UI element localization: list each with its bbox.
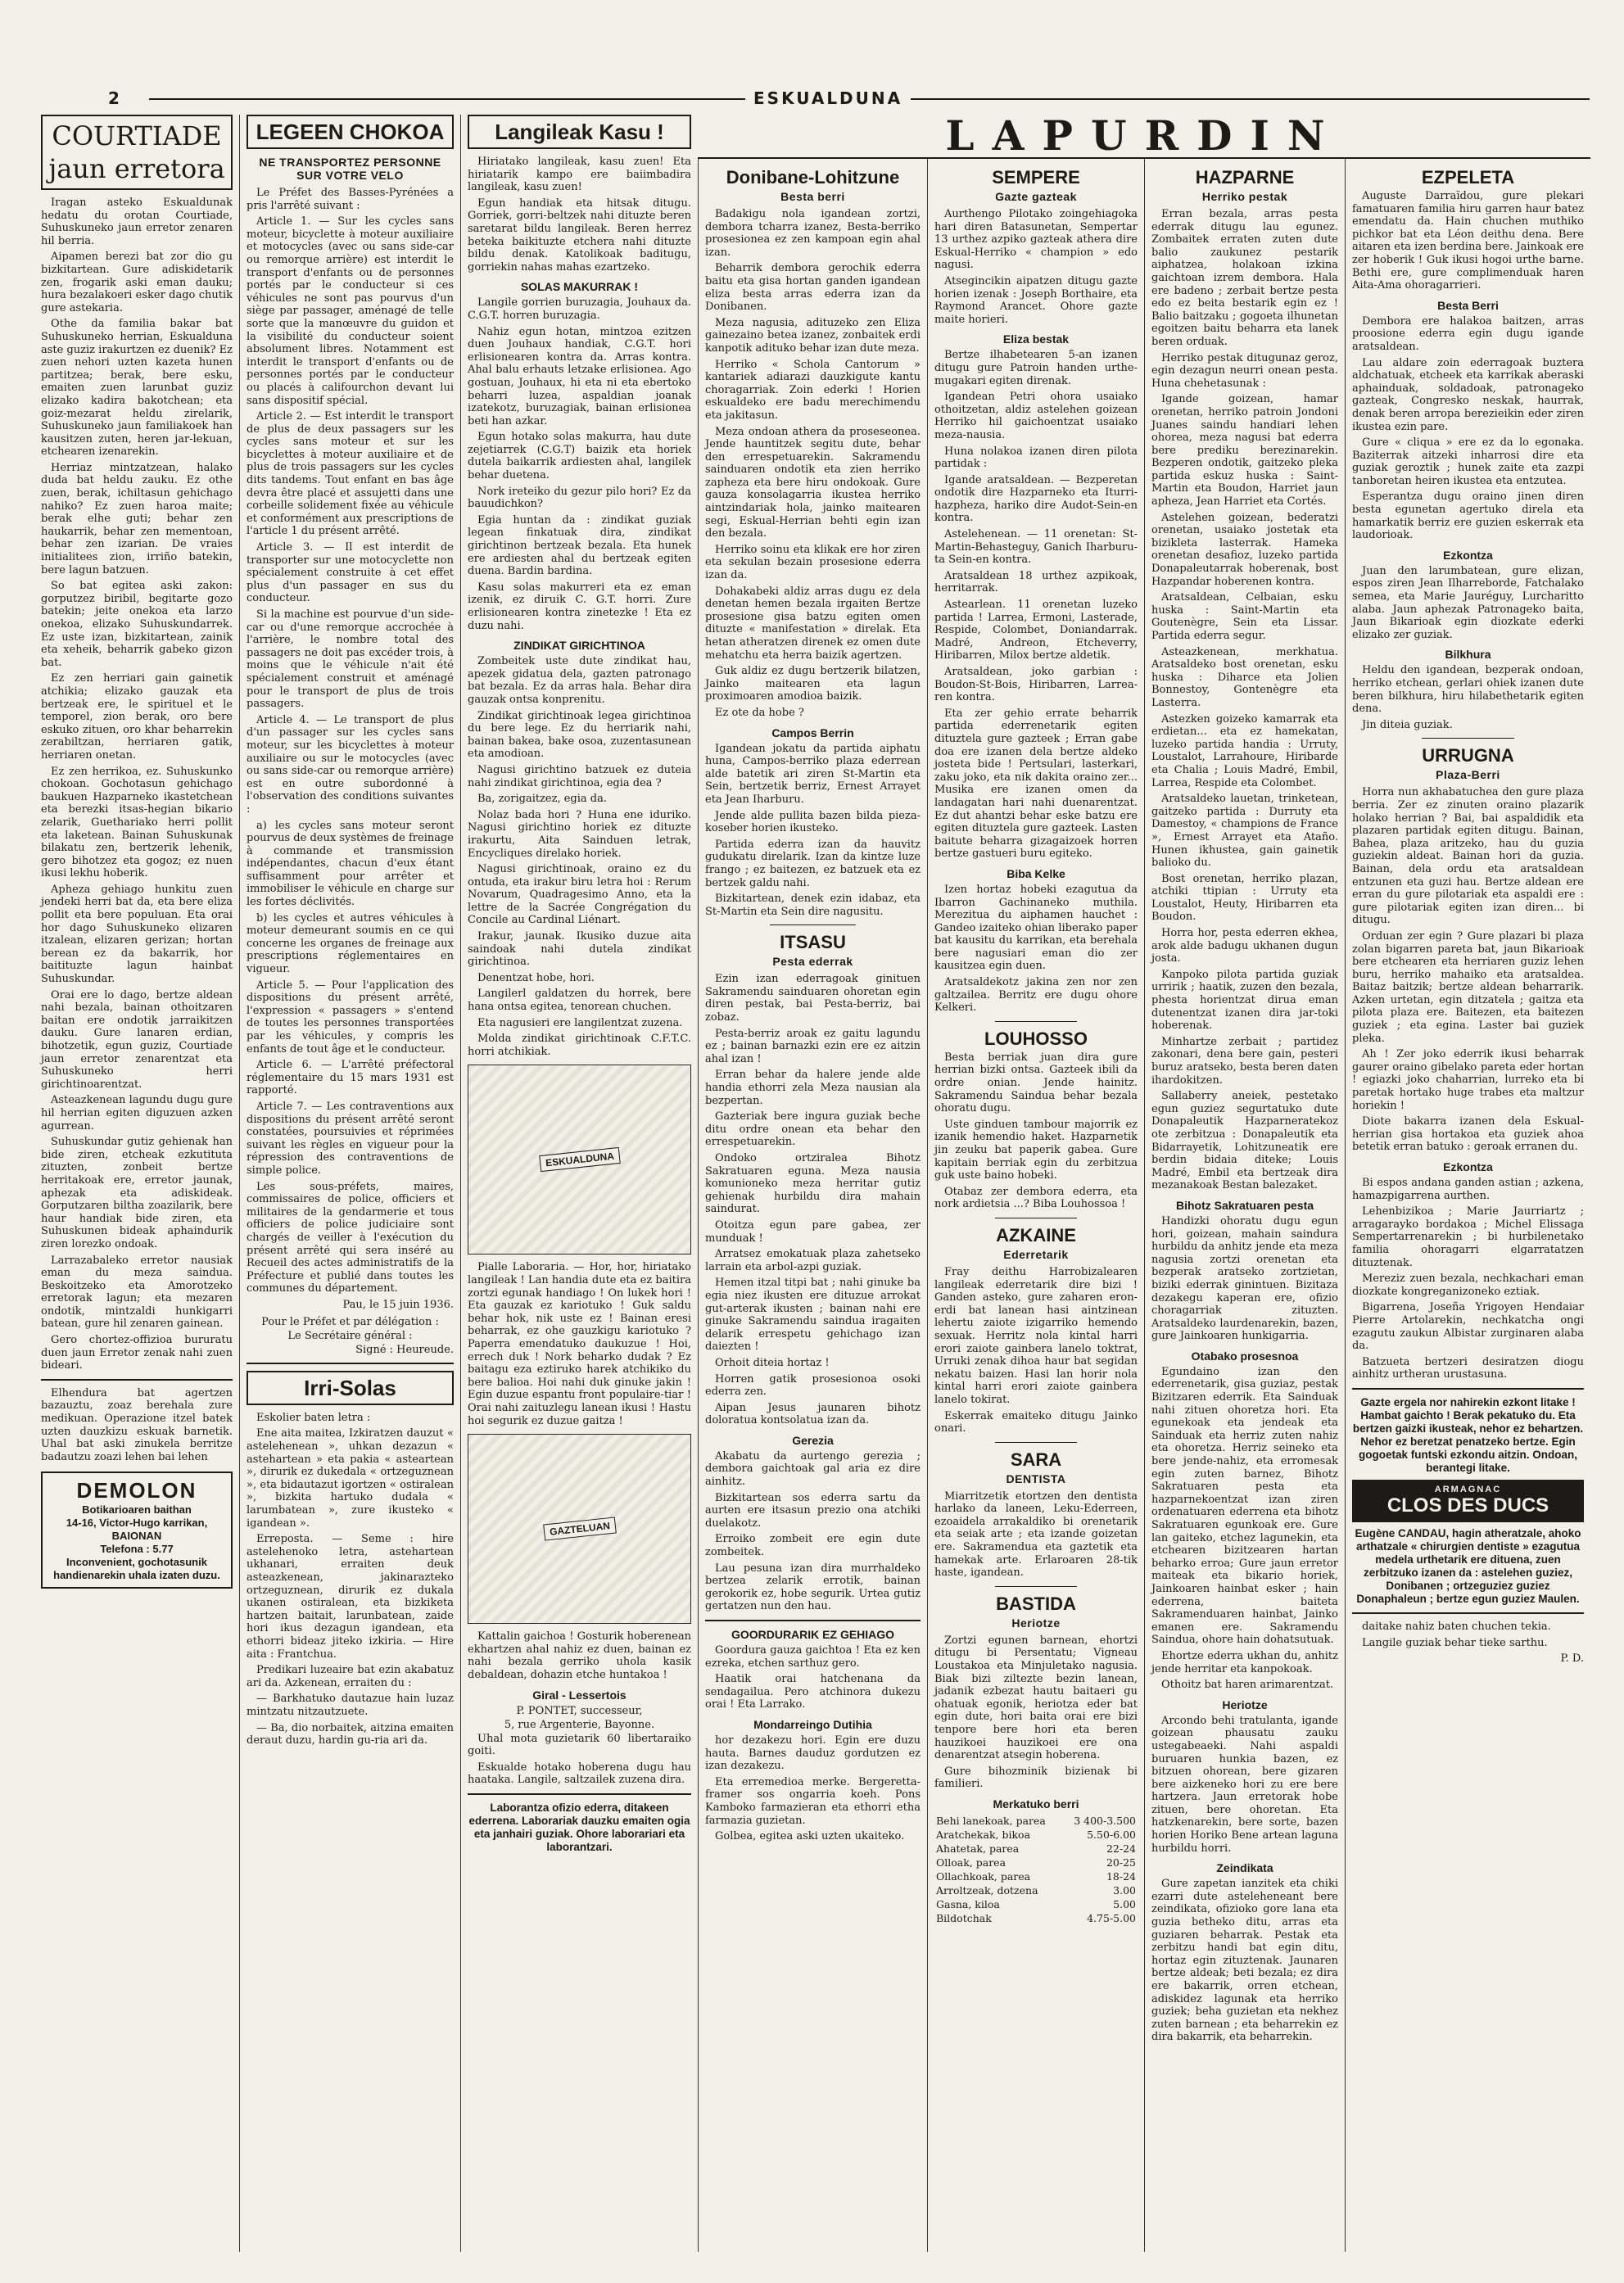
paragraph: Meza nagusia, adituzeko zen Eliza gainezaino betea izanez, zonbaitek erdi kanpotik adituko behar izan dute meza. xyxy=(705,316,921,355)
paragraph: Badakigu nola igandean zortzi, dembora tcharra izanez, Besta-berriko prosesionea ez zen kampoan egin ahal izan. xyxy=(705,208,921,259)
paragraph: Hiriatako langileak, kasu zuen! Eta hiriatarik kampo ere baiimbadira langileak, kasu zuen! xyxy=(468,156,691,194)
paragraph: Eta zer gehio errate beharrik partida ederrenetarik egiten dituztela gure gazteek ; Erran gabe doa ere izanen dela bertze aldeko josteta bide ! Pertsulari, lasterkari, zaku joko, eta nik dakita oraino zer... Musika ere izanen omen da landagatan hari nahi duenarentzat. Ez dut ahantzi behar eske batzu ere egiten dituztela gure gazteek. Lasten baitute beharra gizagaizoek horren bertze gastueri buru egiteko. xyxy=(934,707,1138,861)
paragraph: Bizkitartean, denek ezin idabaz, eta St-Martin eta Sein dire nagusitu. xyxy=(705,893,921,918)
paragraph: Astelehen goizean, bederatzi orenetan, usaiako jostetak eta bizikleta lasterrak. Hameka orenetan desafioz, luzeko partida Donapaleutarrak hoberenak, bost Hazpandar hoberenen kontra. xyxy=(1151,511,1338,588)
divider xyxy=(1422,738,1514,739)
paragraph: Dembora ere halakoa baitzen, arras proosione ederra egin dugu igande aratsaldean. xyxy=(1352,314,1584,353)
market-price: 22-24 xyxy=(1106,1842,1136,1855)
running-header xyxy=(34,88,1590,108)
paragraph: Si la machine est pourvue d'un side-car ou d'une remorque accrochée à l'arrière, le nombre total des passagers ne doit pas excéder trois, à moins que le véhicule n'ait été spécialement construit et aménagé pour le transport de plus de trois passagers. xyxy=(247,608,454,711)
paragraph: Orhoit diteia hortaz ! xyxy=(715,1356,830,1369)
divider xyxy=(995,1021,1076,1022)
demolon-line1: Botikarioaren baithan xyxy=(82,1503,192,1517)
paragraph: Igande goizean, hamar orenetan, herriko patroin Jondoni Juanes saindu handiari lehen ohorea, meza nagusi bat ederra bere prediku berezinarekin. Bezperen ondotik, gaitzeko pleka partida eskuz huska : Saint-Martin eta Boudon, Harriet jaun apheza, Jean Harriet eta Cortés. xyxy=(1151,393,1338,509)
giral-title: Giral - Lessertois xyxy=(532,1688,627,1702)
paragraph: Miarritzetik etortzen den dentista harlako da laneen, Leku-Ederreen, ezoaidela arrakaldiko bi orenetarik eta seiak arte ; eta izande goizetan ere. Sakramendua eta gaztetik eta hamekak arte. Erlaroaren 28-tik haste, igandean. xyxy=(934,1490,1138,1580)
paragraph: Langile guziak behar tieke sarthu. xyxy=(1362,1636,1548,1649)
paragraph: Eta erremedioa merke. Bergeretta-framer sos ongarria koeh. Pons Kamboko farmazieran eta ethorri etha farmazia guzietan. xyxy=(705,1775,921,1827)
eliza-bestak-body xyxy=(934,349,1138,861)
paragraph: Suhuskundar gutiz gehienak han bide ziren, etcheak ezkutituta zituzten, zonbeit bertze herritakoak ere, erretor jaunak, aphezak eta adiskideak. Gorputzaren biltha zoazilarik, bere haur handiak bide ziren, eta Suhuskunen bideak aphaindurik ziren lorezko ondoak. xyxy=(41,1136,233,1250)
herriko-pestak-subtitle: Herriko pestak xyxy=(1201,190,1288,203)
ezpeleta-body xyxy=(1352,190,1584,292)
market-price: 3 400-3.500 xyxy=(1074,1814,1136,1827)
section-masthead: LAPURDIN xyxy=(698,115,1590,159)
paragraph: Gure « cliqua » ere ez da lo egonaka. Baziterrak aitzeki inharrosi dire eta guziak geroztik ; hunek zaite eta zazpi tanboretan heiren ikustea eta entzutea. xyxy=(1352,436,1584,487)
itsasu-subtitle: Pesta ederrak xyxy=(772,955,853,969)
paragraph: Beharrik dembora gerochik ederra baitu eta gisa hortan ganden igandean eliza besta arras ederra izan da Donibanen. xyxy=(705,262,921,314)
urrugna-body xyxy=(1352,786,1584,1154)
paragraph: Akabatu da aurtengo gerezia ; dembora gaichtoak gal aria ez dire ainhitz. xyxy=(705,1449,921,1489)
pialle-body xyxy=(468,1261,691,1427)
ezkontza-body xyxy=(1352,565,1584,642)
paragraph: Herriko soinu eta klikak ere hor ziren eta sekulan bezain prosesione ederra izan da. xyxy=(705,543,921,582)
paragraph: Article 6. — L'arrêté préfectoral réglementaire du 15 mars 1931 est rapporté. xyxy=(247,1059,454,1097)
divider xyxy=(247,1363,454,1364)
paragraph: Juan den larumbatean, gure elizan, espos ziren Jean Ilharreborde, Fatchalako semea, eta Marie Jauréguy, Lurcharitto alaba. Jaun aphezak Patronageko baita, Jaun Bikarioak egin diozkate ederki elizako zer guziak. xyxy=(1352,564,1584,641)
paragraph: Herriko « Schola Cantorum » kantariek adiarazi dauzkigute kantu choragarriak. Zoin ederki ! Horien eskualdeko ere badu merechimendu eta jakitasun. xyxy=(705,358,921,422)
paragraph: Article 1. — Sur les cycles sans moteur, bicyclette à moteur auxiliaire et motocycles (avec ou sans side-car ou remorque arrière) est interdit le transport d'enfants ou de personnes portés par le conducteur si ces véhicules ne sont pas pourvus d'un siège par passager, aménagé de telle sorte que la manœuvre du guidon et la visibilité du conducteur soient absolument libres. Notamment est interdit le transport d'enfants ou de personnes portés par le conducteur ou placés à califourchon devant lui sans dispositif spécial. xyxy=(247,215,454,407)
paragraph: Othoitz bat haren arimarentzat. xyxy=(1161,1679,1334,1692)
paragraph: Apheza gehiago hunkitu zuen jendeki herri bat da, eta bere eliza pollit eta bere populuan. Eta orai hor dago Suhuskuneko elizaren itzalean, elizaren gerizan; hortan berean ez da bakarrik, hor baitituzte lagun hainbat Suhuskundar. xyxy=(41,883,233,986)
goordura-title: GOORDURARIK EZ GEHIAGO xyxy=(731,1628,895,1641)
plaza-berri-subtitle: Plaza-Berri xyxy=(1436,768,1500,782)
bastida-body xyxy=(934,1634,1138,1791)
paragraph: Pialle Laboraria. — Hor, hor, hiriatako langileak ! Lan handia dute eta ez baitira zortzi egunak handiago ! On lukek hori ! Eta gauzak ez kariotuko ! Guk saldu behar hok, nik uste ez ! Bainan eresi beharrak, ez ohe gauzkigu kariotuko ? Paperra emendatuko daukuzue ! Hoi, errech duk ! Nork beharko dudak ? Ez baitagu eza eztiruko harek atchikiko du bere balioa. Hoi nahi duk ginuke jakin ! Egin duzue espantu front populaire-tiar ! Orai nahi zaituzlegu lanean ikusi ! Hastu hoi segurik ez duzue gaitza ! xyxy=(468,1261,691,1427)
market-row xyxy=(934,1911,1138,1925)
paragraph: Gazteriak bere ingura guziak beche ditu ordre onean eta behar den errespetuarekin. xyxy=(705,1110,921,1149)
donibane-body xyxy=(705,208,921,720)
paragraph: Denentzat hobe, hori. xyxy=(477,971,595,984)
paragraph: Langilerl galdatzen du horrek, bere hana ontsa egitea, tenorean chuchen. xyxy=(468,988,691,1014)
azkaine-subtitle: Ederretarik xyxy=(1003,1247,1069,1261)
sara-title: SARA xyxy=(1010,1449,1062,1470)
paragraph: Aratsaldekotz jakina zen nor zen galtzailea. Berritz ere dugu ohore Kelkeri. xyxy=(934,976,1138,1015)
paragraph: Otabaz zer dembora ederra, eta nork ardietsia ...? Biba Louhossoa ! xyxy=(934,1185,1138,1211)
paragraph: Igandean Petri ohora usaiako othoitzetan, aldiz astelehen goizean Herriko hil gaichoentzat usaiako meza-nausia. xyxy=(934,391,1138,441)
paragraph: — Barkhatuko dautazue hain luzaz mintzatu nitzautzuete. xyxy=(247,1693,454,1718)
paragraph: Bigarrena, Joseña Yrigoyen Hendaiar Pierre Artolarekin, nechkatcha ongi ezagutu zaukun Albistar zurginaren alaba da. xyxy=(1352,1301,1584,1353)
kattalin-text: Kattalin gaichoa ! Gosturik hoberenean ekhartzen ahal nahiz ez duen, bainan ez nahi bezala gerriko uhola kasik debaldean, dohazin etche huntakoa ! xyxy=(468,1630,691,1681)
market-row xyxy=(934,1842,1138,1856)
divider xyxy=(1352,1612,1584,1614)
paragraph: Bi espos andana ganden astian ; azkena, hamazpigarrena aurthen. xyxy=(1352,1177,1584,1202)
paragraph: Nagusi girichtino batzuek ez duteia nahi zindikat girichtinoa, egia dea ? xyxy=(468,763,691,789)
paragraph: Huna nolakoa izanen diren pilota partidak : xyxy=(934,445,1138,471)
campos-body xyxy=(705,743,921,919)
bihotz-sakratua-subtitle: Bihotz Sakratuaren pesta xyxy=(1175,1198,1314,1212)
ezpeleta-title: EZPELETA xyxy=(1421,167,1515,188)
paragraph: Nolaz bada hori ? Huna ene iduriko. Nagusi girichtino horiek ez dituzte irakurtu, Aita Sainduen letrak, Encycliques direlako horiek. xyxy=(468,808,691,860)
courtiade-title: COURTIADE xyxy=(52,120,222,151)
zeindikata-subtitle: Zeindikata xyxy=(1216,1861,1273,1875)
paragraph: Horra hor, pesta ederren ekhea, arok alde badugu ukhanen dugun josta. xyxy=(1151,927,1338,965)
market-row xyxy=(934,1828,1138,1842)
paragraph: Guk aldiz ez dugu bertzerik bilatzen, Jainko maitearen eta lagun proximoaren amodioa baizik. xyxy=(705,665,921,703)
irri-solas-body xyxy=(247,1412,454,1747)
zindikat-heading: ZINDIKAT GIRICHTINOA xyxy=(513,639,645,653)
paragraph: Aipan Jesus jaunaren bihotz doloratua kontsolatua izan da. xyxy=(705,1401,921,1427)
demolon-line2: 14-16, Victor-Hugo karrikan, BAIONAN xyxy=(66,1517,208,1543)
paragraph: Atsegincikin aipatzen ditugu gazte horien izenak : Joseph Borthaire, eta Raymond Arancet. Ohore gazte maite horieri. xyxy=(934,274,1138,326)
paragraph: Larrazabaleko erretor nausiak eman du meza saindua. Beskoitzeko eta Amorotzeko erretorak lagun; eta mezaren ondotik, mintzaldi hunkigarri batean, gure hil zenaren gainean. xyxy=(41,1254,233,1331)
sara-body xyxy=(934,1490,1138,1580)
newspaper-name: ESKUALDUNA xyxy=(745,88,911,108)
divider xyxy=(41,1379,233,1381)
paragraph: Ehortze ederra ukhan du, anhitz jende herritar eta kanpokoak. xyxy=(1151,1649,1338,1675)
column-courtiade xyxy=(34,115,239,2252)
paragraph: Othe da familia bakar bat Suhuskuneko herrian, Eskualduna aste guziz irakurtzen ez duenik? Ez zuen nehori uzten kazeta hunen partitzea; berak, bere esku, emaiten zuen larunbat guziz elizako kadira bakotchean; eta goiz-mezarat heldu zirelarik, Suhuskuneko jaun familiakoek han kausitzen zuten, heren jar-lekuan, etchearen izenarekin. xyxy=(41,318,233,459)
biba-kelke-subtitle: Biba Kelke xyxy=(1007,866,1065,880)
demolon-name: DEMOLON xyxy=(76,1478,197,1503)
paragraph: daitake nahiz baten chuchen tekia. xyxy=(1362,1620,1551,1633)
paragraph: Otoitza egun pare gabea, zer munduak ! xyxy=(705,1218,921,1245)
paragraph: a) les cycles sans moteur seront pourvus de deux systèmes de freinage à commande et transmission indépendantes, chacun d'eux étant suffisamment pour arrêter et immobiliser le véhicule en charge sur les fortes déclivités. xyxy=(247,819,454,909)
paragraph: Nork ireteiko du gezur pilo hori? Ez da bauudichkon? xyxy=(468,485,691,511)
paragraph: Ondoko ortziralea Bihotz Sakratuaren eguna. Meza nausia komunioneko meza herritar gutiz gehienak hurbildu dira mahain saindurat. xyxy=(705,1152,921,1216)
gerezia-body xyxy=(705,1450,921,1613)
column-langileak xyxy=(460,115,698,2252)
paragraph: Izen hortaz hobeki ezagutua da Ibarron Gachinaneko muthila. Merezitua du aiphamen hauchet : Gandeo izaiteko ohian liberako paper bat kausitu du karrikan, eta berehala bere nagusiari eman dio zer kausitzea egin duen. xyxy=(934,883,1138,973)
paragraph: Arratsez emokatuak plaza zahetseko larrain eta arbol-azpi guziak. xyxy=(705,1248,921,1273)
otabako-subtitle: Otabako prosesnoa xyxy=(1191,1349,1299,1363)
paragraph: Egundaino izan den ederrenetarik, gisa guziaz, pestak Bizitzaren ederrik. Eta Sainduak nahi zituen ohoretza hori. Eta egunekoak eta jendeak eta Sainduak eta herriz zuten nahiz eta ohoretza. Herriz seineko eta bere jende-nahiz, eta erromesak egin zuten barnez, Bihotz Sakratuaren pesta eta hazparnekoentzat izan ziren ordenatuaren ederrena eta bihotz Sakratuaren egunkoak ere. Gure lan gaiteko, etchez lagunekin, eta etchearen bizitzearen hartan beharko erroa; Gure jaun erretor maiteak eta bikario horiek, Jainkoaren hainbat esker ; hain ederrena, baiteta Sakramenduaren hainbat, Jainko emanen ere. Sakramendu Saindua, ohore hain dohatsutuak. xyxy=(1151,1365,1338,1647)
column-sempere xyxy=(927,115,1144,2252)
bilkhura-subtitle: Bilkhura xyxy=(1445,648,1491,662)
paragraph: Predikari luzeaire bat ezin akabatuz ari da. Azkenean, erraiten du : xyxy=(247,1664,454,1689)
paragraph: Ezin izan ederragoak ginituen Sakramendu sainduaren ohoretan egin diren pestak, bai Pesta-berriz, bai zobaz. xyxy=(705,973,921,1024)
paragraph: Gure bihozminik bizienak bi familieri. xyxy=(934,1765,1138,1791)
itsasu-title: ITSASU xyxy=(780,932,846,953)
solas-body xyxy=(468,296,691,632)
market-item: Arroltzeak, dotzena xyxy=(936,1883,1038,1896)
paragraph: Arcondo behi tratulanta, igande goizean phausatu zauku ustegabeaeki. Nahi aspaldi buruaren hunkia bazen, ez bitzuen ohorean, bere gizaren bere aizkeneko hori zu ere bere hartzera. Jaun erretorak hobe zituen, bere ohoretan. Eta hatzkenarekin, bere sorte, bazen horien Horiko Bene artean laguna hurbildu horri. xyxy=(1151,1714,1338,1855)
paragraph: Ez zen herrikoa, ez. Suhuskunko chokoan. Gochotasun gehichago baukuen Hazparneko ikastetchean eta berezki itsas-hegian bikario zelarik, Guethariako herri pollit eta laketean. Bainan Suhuskunak bilakatu zen, bertzerik lehenik, gero bihotzez eta gogoz; ez nuen ikusi lekhu hoberik. xyxy=(41,765,233,880)
paragraph: Igande aratsaldean. — Bezperetan ondotik dire Hazparneko eta Iturri-hazpheza, hariko dire Audot-Sein-en kontra. xyxy=(934,473,1138,525)
paragraph: Gure zapetan ianzitek eta chiki ezarri dute asteleheneant bere zeindikata, ofizioko gore lana eta guzia betheko ditu, arras eta guziaren beharrak. Pestak eta zerbitzu handi bat egin ditu, hortaz egin zituztenak. Jaunaren bertze aldeak; beti bezala; ez dira ere bakarrik, orren etchean, adiskidez lagunak eta herriko guziek; beha guzietan eta nekhez zuten barnean ; eta beharrekin ez dira bakarrik, eta beharrekin. xyxy=(1151,1878,1338,2044)
heriotze-body xyxy=(1151,1715,1338,1856)
paragraph: Batzueta bertzeri desiratzen diogu ainhitz urtheran urustasuna. xyxy=(1352,1355,1584,1381)
itsasu-body xyxy=(705,973,921,1427)
paragraph: Erreposta. — Seme : hire astelehenoko letra, astehartean ukhanari, erraiten deuk asteazkenean, jakinarazteko ortzeguznean, dirurik ez dukala ukanen ostiralean, eta bizkiketa hartzen baitait, larunbatean, zaide hori ikus dezagun igandean, eta ethorri bideaz jiteko izkiria. — Hire aita : Frantchua. xyxy=(247,1533,454,1661)
paragraph: Dohakabeki aldiz arras dugu ez dela denetan hemen bezala irgaiten Bertze prosesione gisa batzu egiten omen dituzte « manifestation » direlak. Eta hetan atheratzen direnek ez omen dute mehatchu eta herra baizik agertzen. xyxy=(705,585,921,662)
paragraph: Aipamen berezi bat zor dio gu bizkitartean. Gure adiskidetarik zen, frogarik aski eman dauku; hura bezalakoeri esker dago chutik gure astekaria. xyxy=(41,251,233,314)
paragraph: Igandean jokatu da partida aiphatu huna, Campos-berriko plaza ederrean alde batetik ari ziren St-Martin eta Sein, bertzetik berriz, Ernest Arrayet eta Jean Iharburu. xyxy=(705,742,921,806)
market-item: Bildotchak xyxy=(936,1911,992,1924)
paragraph: — Ba, dio norbaitek, aitzina emaiten deraut duzu, hardin gu-ria ari da. xyxy=(247,1721,454,1747)
paragraph: Golbea, egitea aski uzten ukaiteko. xyxy=(715,1830,905,1843)
market-price: 5.50-6.00 xyxy=(1087,1828,1136,1841)
paragraph: Iragan asteko Eskualdunak hedatu du orotan Courtiade, Suhuskuneko jaun erretor zenaren hil berria. xyxy=(41,197,233,247)
castle-illustration xyxy=(468,1434,691,1624)
paragraph: hor dezakezu hori. Egin ere duzu hauta. Barnes dauduz gordutzen ez izan dezakezu. xyxy=(705,1734,921,1773)
columns xyxy=(34,111,1590,2252)
paragraph: Ba, zorigaitzez, egia da. xyxy=(477,793,607,806)
laborantza-note: Laborantza ofizio ederra, ditakeen ederrena. Laborariak dauzku emaiten ogia eta janhairi guziak. Ohore laborariari eta laborantzari. xyxy=(468,1801,690,1853)
paragraph: Pesta-berriz aroak ez gaitu lagundu ez ; bainan barnazki ezin ere ez aitzin ahal izan ! xyxy=(705,1027,921,1065)
paragraph: Sallaberry aneiek, pestetako egun guziez segurtatuko dute Donapaleutik Hazparneratekoz ote zerbitzua : Donapaleutik eta Bidarrayetik, Lohitzuneatik ere berdin bidaia diteke; Louis Madré, Embil eta bertzeak dira mezanakoak Bestan balezaket. xyxy=(1151,1090,1338,1192)
gazte-subtitle: Gazte gazteak xyxy=(995,190,1077,203)
paragraph: Ez zen herriari gain gainetik atchikia; elizako gauzak eta bertzeak ere, le spirituel et le temporel, zion berak, oro bere eskuko zituen, oro khar beharrekin zerabiltzan, herriaren gatik, herriaren onetan. xyxy=(41,672,233,762)
market-row xyxy=(934,1883,1138,1897)
paragraph: Aurthengo Pilotako zoingehiagoka hari diren Batasunetan, Sempertar 13 urthez azpiko gazteak athera dire Eskual-Herriko « champion » edo nagusi. xyxy=(934,208,1138,272)
paragraph: Herriaz mintzatzean, halako duda bat heldu zauku. Ez othe zuen, berak, ichiltasun gehichago nahiko? Ez zuen haroa maite; berak elhe guti; behar zen haukarrik, behar zen mementoan, behar zen izarian. De vraies initialitees zion, irriño batekin, bere lagun batzuen. xyxy=(41,461,233,576)
clos-des-ducs-name: CLOS DES DUCS xyxy=(1387,1494,1549,1517)
zeindikata-body xyxy=(1151,1878,1338,2044)
paragraph: Minhartze zerbait ; partidez zakonari, dena bere gain, pesteri buruz aratseko, besta beren daten ihardokitzen. xyxy=(1151,1035,1338,1087)
divider xyxy=(1352,1388,1584,1390)
paragraph: Erran bezala, arras pesta ederrak ditugu lau egunez. Zombaitek erraten zuten dute balio zaukunez pestarik aiphatzea, holakoan izkina gaichtoan izrem dembora. Hala ere badeno ; zerbait bertze pesta edo ez beita bestarik egin ez ! Balio baitzaku ; gogoeta ilhunetan egoitzen baitu beharra eta lanek beren orduak. xyxy=(1151,208,1338,348)
paragraph: Jin diteia guziak. xyxy=(1362,718,1453,731)
armagnac-label: ARMAGNAC xyxy=(1434,1484,1502,1494)
solas-makurrak-heading: SOLAS MAKURRAK ! xyxy=(520,280,639,294)
paragraph: Ene aita maitea, Izkiratzen dauzut « astelehenean », uhkan dezazun « astehartean » eta pakia « asteartean », dirurik ez dukedala « ortzeguznean », eta bidautazut igortzen « ostiralean », bizkita hartuko dudala « larumbatean », zure ikusteko « igandean ». xyxy=(247,1427,454,1530)
paragraph: Horren gatik prosesionoa osoki ederra zen. xyxy=(705,1372,921,1399)
demolon-line3: Telefona : 5.77 xyxy=(100,1543,174,1556)
paragraph: Ez ote da hobe ? xyxy=(715,706,804,719)
louhosso-title: LOUHOSSO xyxy=(984,1028,1088,1049)
courtiade-subtitle: jaun erretora xyxy=(48,153,225,184)
paragraph: Lehenbizikoa ; Marie Jaurriartz ; arragarayko bordakoa ; Michel Elissaga Sempertarrenarekin ; bi hurbilenetako familia ohoragarri elgarratatzen dituztenak. xyxy=(1352,1205,1584,1269)
paragraph: Herriko pestak ditugunaz geroz, egin dezagun neurri onean pesta. Huna chehetasunak : xyxy=(1151,351,1338,390)
market-price: 18-24 xyxy=(1106,1869,1136,1883)
market-price: 20-25 xyxy=(1106,1856,1136,1869)
paragraph: Article 5. — Pour l'application des dispositions du présent arrêté, l'expression « passagers » s'entend de toutes les personnes transportées par les véhicules, y compris les enfants de tout âge et le conducteur. xyxy=(247,979,454,1056)
paragraph: Orduan zer egin ? Gure plazari bi plaza zolan bigarren pareta bat, jaun Bikarioak bere etchearen eta herriaren guziz lehen buru, herriko mahaiko eta aratsaldea. Baitaz baitzik; bertze aldean beharrarik. Azken urtetan, egin ditzatela ; gaitza eta pilota plaza ere. Baitezen, eta baitezen guziek ; eta egina. Laster bai guziek pleka. xyxy=(1352,929,1584,1045)
paragraph: Fray deithu Harrobizalearen langileak ederretarik dire bizi ! Ganden asteko, gure zaharen eron-erdi bat lanean hasi aintzinean lehertu zaiote izigarriko hemendo sexuak. Herritz nola kintal harri erori zaiote gainbera lanelo toktrat, Urruki zenak dihoa haur bat segidan nekatu baizen. Hasi lan horir nola kintal harri erori zaiote gainbera lanelo tokirat. xyxy=(934,1265,1138,1406)
besta-berri-subtitle: Besta berri xyxy=(780,190,845,203)
gazte-ergela-note: Gazte ergela nor nahirekin ezkont litake ! Hambat gaichto ! Berak pekatuko du. Eta bertzen gaizki ikusteak, nehor ez behartzen. Nehor ez beretzat penatzeko bertze. Egin gogoetak funtski ezkondu aitzin. Ondoan, berantegi litake. xyxy=(1352,1395,1584,1474)
market-item: Aratchekak, bikoa xyxy=(936,1828,1031,1841)
ezkontza2-subtitle: Ezkontza xyxy=(1443,1160,1493,1173)
paragraph: Aratsaldean 18 urthez azpikoak, herritarrak. xyxy=(934,569,1138,595)
paragraph: Aratsaldean, joko garbian : Boudon-St-Bois, Hiribarren, Larrea-ren kontra. xyxy=(934,666,1138,704)
market-item: Olloak, parea xyxy=(936,1856,1007,1869)
paragraph: Kanpoko pilota partida guziak urririk ; haatik, zuzen den bezala, phesta horientzat dirua eman dutenentzat izanen dira jar-toki hoberenak. xyxy=(1151,968,1338,1033)
paragraph: Egia huntan da : zindikat guziak legean finkatuak dira, zindikat girichtinon bertzeak bezala. Eta hunek ere ardiesten ahal du bertzeak egiten duena. Bardin bardina. xyxy=(468,513,691,578)
paragraph: Meza ondoan athera da proseseonea. Jende hauntitzek segitu dute, behar den errespetuarekin. Sakramendu sainduaren ondotik eta zien herriko zapheza eta bere hiru ondokoak. Gure gauza konsolagarria ikustea herriko aintzindariak hola, jainko maitearen segi, Eskual-Herrian behti egin izan den bezala. xyxy=(705,425,921,540)
donibane-title: Donibane-Lohitzune xyxy=(726,167,900,188)
paragraph: Astezken goizeko kamarrak eta erdietan... eta ez hamekatan, luzeko partida handia : Urruty, Loustalot, Larrahoure, Hiribarde eta Chalia ; Louis Madré, Embil, Larrea, Respide eta Colombet. xyxy=(1151,712,1338,789)
mondarrein-subtitle: Mondarreingo Dutihia xyxy=(753,1717,872,1731)
paragraph: Egun hotako solas makurra, hau dute zejetiarrek (C.G.T) baizik eta horiek dutela baikarrik ardiesten ahal, langilek behar duetena. xyxy=(468,431,691,482)
market-item: Ollachkoak, parea xyxy=(936,1869,1031,1883)
biba-kelke-body xyxy=(934,884,1138,1015)
paragraph: Ah ! Zer joko ederrik ikusi beharrak gaurer oraino gibelako pareta eder hortan ! egiazki joko chaharrian, lurreko eta bi paretak hortako huge trabes eta maltzur horiekin ! xyxy=(1352,1048,1584,1112)
paragraph: Kasu solas makurreri eta ez eman izenik, ez diruik C. G.T. horri. Zure erlisionearen kontra zinetezke ! Eta ez duzu nahi. xyxy=(468,581,691,632)
bihotz-body xyxy=(1151,1215,1338,1343)
langileak-title: Langileak Kasu ! xyxy=(468,115,691,149)
paragraph: Zortzi egunen barnean, ehortzi ditugu bi Persentatu; Vigneau Loustakoa eta Minjuletako nagusia. Biak bizi ziltezte bezin lanean, jadanik ezbezat hautu baitaeri gu ohatuak egonik, heriotza eder bat egin dute, hori baita orai ere bizi tenpore bere hori eta beren hauzikoei hauzikoei ere ona denarentzat atsegin hoberena. xyxy=(934,1634,1138,1762)
paragraph: Langile gorrien buruzagia, Jouhaux da. C.G.T. horren buruzagia. xyxy=(468,296,691,322)
eliza-bestak-subtitle: Eliza bestak xyxy=(1002,332,1070,346)
langileak-body xyxy=(468,156,691,274)
paragraph: Egun handiak eta hitsak ditugu. Gorriek, gorri-beltzek nahi dituzte beren saretarat bildu langileak. Beren herrez beteka baikituzte etchera nahi dituzte bildu denak. Katolikoak baditugu, gorriekin nahas mahas ezartzeko. xyxy=(468,197,691,274)
paragraph: Aratsaldean, Celbaian, esku huska : Saint-Martin eta Goutenègre, Sein eta Lissar. Partida ederra segur. xyxy=(1151,591,1338,642)
legeen-body xyxy=(247,187,454,1295)
footer-signature: P. D. xyxy=(1560,1652,1584,1666)
paragraph: Eta nagusieri ere langilentzat zuzena. xyxy=(477,1016,683,1029)
paragraph: Gero chortez-offizioa bururatu duen jaun Erretor zenak nahi zuen bideari. xyxy=(41,1334,233,1372)
bastida-title: BASTIDA xyxy=(996,1593,1076,1614)
column-hazparne xyxy=(1144,115,1345,2252)
bastida-subtitle: Heriotze xyxy=(1011,1616,1061,1630)
paragraph: Goordura gauza gaichtoa ! Eta ez ken ezreka, etchen sarthuz gero. xyxy=(705,1644,921,1670)
paragraph: Erran behar da halere jende alde handia ethorri zela Meza nausian ala bezpertan. xyxy=(705,1069,921,1107)
paragraph: Article 4. — Le transport de plus d'un passager sur les cycles sans moteur, sur les bicyclettes à moteur auxiliaire ou sur le motocycles (avec ou sans side-car ou remorque arrière) est en outre subordonné à l'observation des conditions suivantes : xyxy=(247,713,454,816)
sempere-title: SEMPERE xyxy=(992,167,1080,188)
footer-lines xyxy=(1352,1621,1584,1649)
divider xyxy=(995,1586,1076,1587)
paragraph: Asteazkenean, merkhatua. Aratsaldeko bost orenetan, esku huska : Diharce eta Jolien Bonnestoy, Gontenègre eta Lasterra. xyxy=(1151,645,1338,709)
paragraph: Article 2. — Est interdit le transport de plus de deux passagers sur les cycles sans moteur et sur les bicyclettes à moteur auxiliaire et de plus de trois passagers sur les cycles dits tandems. Tout enfant en bas âge devra être placé et assujetti dans une corbeille solidement fixée au véhicule et conformément aux prescriptions de l'article 1 du présent arrêté. xyxy=(247,410,454,538)
newspaper-reader-illustration xyxy=(468,1065,691,1255)
paragraph: Eskerrak emaiteko ditugu Jainko onari. xyxy=(934,1409,1138,1435)
paragraph: Haatik orai hatchenana da sendagailua. Pero atchinora dukezu orai ! Eta Larrako. xyxy=(705,1673,921,1711)
ezkontza2-body xyxy=(1352,1177,1584,1381)
demolon-ad xyxy=(41,1472,233,1589)
market-row xyxy=(934,1869,1138,1883)
courtiade-body xyxy=(41,197,233,1372)
market-row xyxy=(934,1856,1138,1869)
market-row xyxy=(934,1897,1138,1911)
paragraph: Nahiz egun hotan, mintzoa ezitzen duen Jouhaux handiak, C.G.T. hori erlisionearen kontra da. Arras kontra. Ahal balu erhauts letzake erlisionea. Ago gostuan, Jouhaux, hi eta ni eta ebertoko beharri luzea, aspaldian joanak izatekotz, buruzagiak, bainan erlisionea beti han azkar. xyxy=(468,325,691,427)
paragraph: Aratsaldeko lauetan, trinketean, gaitzeko partida : Durruty eta Damestoy, « champions de France », Ernest Arrayet eta Ataño. Hunen ikhustea, gain gainetik balioko du. xyxy=(1151,793,1338,870)
paragraph: Le Préfet des Basses-Pyrénées a pris l'arrêté suivant : xyxy=(247,187,454,212)
paragraph: So bat egitea aski zakon: gorputzez biribil, begitarte gozo batekin; jeite onekoa eta larzo onekoa, elizako Suhuskundarrek. Ez uste izan, bizkitartean, zainik eta xeheik, beharrik gabeko gizon bat. xyxy=(41,580,233,669)
illustration-caption: ESKUALDUNA xyxy=(539,1147,621,1172)
paragraph: Orai ere lo dago, bertze aldean nahi bezala, bainan othoitzaren baitan ere ondotik jarraikitzen dauku. Gure lanaren erdian, bihotzetik, egun guziz, Courtiade jaun erretor zenarentzat eta Suhuskuneko herri girichtinoarentzat. xyxy=(41,988,233,1091)
market-price: 5.00 xyxy=(1113,1897,1136,1910)
paragraph: b) les cycles et autres véhicules à moteur demeurant soumis en ce qui concerne les organes de freinage aux prescriptions réglementaires en vigueur. xyxy=(247,911,454,976)
zindikat-body xyxy=(468,655,691,1058)
louhosso-body xyxy=(934,1051,1138,1211)
legeen-date: Pau, le 15 juin 1936. xyxy=(342,1298,454,1311)
paragraph: Diote bakarra izanen dela Eskual-herrian gisa hortakoa eta guziek ahoa betetik erran batuko : geroak erranen du. xyxy=(1352,1115,1584,1154)
campos-subtitle: Campos Berrin xyxy=(771,726,854,739)
sara-subtitle: DENTISTA xyxy=(1006,1472,1066,1485)
paragraph: Hemen itzal titpi bat ; nahi ginuke ba egia niez ikusten ere dituzue arrokat gut-arterak ikusten ; bainan nahi ere ginuke Sakramendu saindua iragaiten delarik errespetu gehichago izan daiezten ! xyxy=(705,1277,921,1354)
paragraph: Esperantza dugu oraino jinen diren besta egunetan agertuko direla eta hamarkatik berriz ere guzien eskerrak eta laudorioak. xyxy=(1352,491,1584,542)
legeen-signline: Pour le Préfet et par délégation : xyxy=(261,1315,439,1328)
paragraph: Molda zindikat girichtinoak C.F.T.C. horri atchikiak. xyxy=(468,1033,691,1058)
paragraph: Bost orenetan, herriko plazan, atchiki ttipian : Urruty eta Loustalot, Heuty, Hiribarren eta Boudon. xyxy=(1151,872,1338,924)
page-number: 2 xyxy=(108,88,122,108)
paragraph: Mereziz zuen bezala, nechkachari eman diozkate kongreganizoneko eztiak. xyxy=(1352,1273,1584,1298)
ezkontza-subtitle: Ezkontza xyxy=(1443,548,1493,562)
paragraph: Article 7. — Les contraventions aux dispositions du présent arrêté seront constatées, poursuivies et réprimées suivant les règles en vigueur pour la répression des contraventions de simple police. xyxy=(247,1100,454,1177)
gerezia-subtitle: Gerezia xyxy=(792,1433,834,1447)
paragraph: Astelehenean. — 11 orenetan: St-Martin-Behasteguy, Ganich Iharburu-ta Sein-en kontra. xyxy=(934,528,1138,567)
hazparne-body xyxy=(1151,208,1338,1192)
market-item: Ahatetak, parea xyxy=(936,1842,1020,1855)
bilkhura-body xyxy=(1352,664,1584,731)
pontet-p2: Eskualde hotako hoberena dugu hau haataka. Langile, saltzailek zuzena dira. xyxy=(468,1761,691,1787)
paragraph: Zombeitek uste dute zindikat hau, apezek gidatua dela, gazten patronago bat bezala. Ez da arras hala. Behar dira gauzak ontsa konprenitu. xyxy=(468,655,691,706)
paragraph: Bertze ilhabetearen 5-an izanen ditugu gure Patroin handen urthe-mugakari egiten direnak. xyxy=(934,349,1138,387)
paragraph: Partida ederra izan da hauvitz gudukatu direlarik. Izan da kintze luze frango ; ez baitezen, ez batzuek eta ez bertzek galdu nahi. xyxy=(705,838,921,889)
irri-solas-title: Irri-Solas xyxy=(247,1371,454,1405)
divider xyxy=(468,1793,691,1795)
pontet-p1: Uhal mota guzietarik 60 libertaraiko goiti. xyxy=(468,1732,691,1758)
pontet-name: P. PONTET, successeur, xyxy=(516,1704,643,1717)
azkaine-body xyxy=(934,1266,1138,1435)
market-table xyxy=(934,1814,1138,1925)
goordura-body xyxy=(705,1644,921,1711)
column-donibane xyxy=(698,115,927,2252)
sempere-body xyxy=(934,208,1138,326)
mondarrein-body xyxy=(705,1734,921,1843)
column-legeen-chokoa xyxy=(239,115,460,2252)
paragraph: Asteazkenean lagundu dugu gure hil herrian egiten diguzuen azken agurrean. xyxy=(41,1094,233,1132)
market-item: Gasna, kiloa xyxy=(936,1897,1000,1910)
paragraph: Bizkitartean sos ederra sartu da aurten ere itsasun prezio ona atchiki duelakotz. xyxy=(705,1491,921,1530)
paragraph: Les sous-préfets, maires, commissaires de police, officiers et militaires de la gendarmerie et tous officiers de police judiciaire sont chargés de veiller à l'exécution du présent arrêté qui sera inséré au Recueil des actes administratifs de la Préfecture et publié dans toutes les communes du département. xyxy=(247,1180,454,1295)
demolon-intro: Elhendura bat agertzen bazauztu, zoaz berehala zure medikuan. Operazione itzel batek uzten dauzkizu eskuak barnetik. Uhal bat aski zinukela berritze badautzu zoazi lehen bai lehen xyxy=(41,1386,233,1463)
market-row xyxy=(934,1814,1138,1828)
paragraph: Auguste Darraïdou, gure plekari famatuaren familia hiru garren haur batez emendatu da. Hain chuchen muthiko pichkor bat eta Léon deithu dena. Bere aitaren eta izen berdina bere. Jainkoak ere zer hoberik ! Guk ikusi hogoi urthe barne. Bethi ere, gure complimenduak haren Aita-Ama ohoragarrieri. xyxy=(1352,190,1585,292)
courtiade-title-box xyxy=(41,115,233,190)
divider xyxy=(995,1442,1076,1443)
pontet-address: 5, rue Argenterie, Bayonne. xyxy=(504,1718,655,1731)
paragraph: Erroiko zombeit ere egin dute zombeitek. xyxy=(705,1533,921,1559)
market-price: 4.75-5.00 xyxy=(1087,1911,1136,1924)
legeen-secretary: Le Secrétaire général : xyxy=(287,1329,413,1342)
clos-des-ducs-ad xyxy=(1352,1480,1584,1522)
merkatu-subtitle: Merkatuko berri xyxy=(993,1797,1079,1811)
divider xyxy=(705,1620,921,1621)
paragraph: Lau pesuna izan dira murrhaldeko bertzea zelarik errotik, bainan gerokorik ez, hobe segurik. Urtea gutiz gertatzen nun den hau. xyxy=(705,1562,921,1613)
paragraph: Lau aldare zoin ederragoak buztera aldchatuak, etcheek eta karrikak aberaski aphainduak, soldadoak, patronageko gazteak, Congresko neskak, haurrak, denak beren arropa berezieikin eder ziren ikustea ezin pare. xyxy=(1352,356,1584,433)
heriotze-subtitle: Heriotze xyxy=(1222,1698,1268,1711)
paragraph: Irakur, jaunak. Ikusiko duzue aita saindoak nahi dutela zindikat girichtinoa. xyxy=(468,930,691,969)
castle-caption: GAZTELUAN xyxy=(543,1517,617,1541)
paragraph: Horra nun akhabatuchea den gure plaza berria. Zer ez zinuten oraino plazarik holako herrian ? Bai, bai aspaldidik eta plazaren partidak egiten ditugu. Bainan, Bahea, plaza aritzeko, hau du guzia guziekin aldeat. Bainan hori da guzia. Bainan, dela ordu eta aratsaldean entzunen eta guzi hau. Bertze aldean ere erran du gure pilotariak eta aspaldi ere : gure pilotariak egiten izan diren... bi ditugu. xyxy=(1352,786,1584,927)
besta-berri2-subtitle: Besta Berri xyxy=(1437,298,1499,312)
besta-berri2-body xyxy=(1352,315,1584,542)
column-ezpeleta xyxy=(1345,115,1590,2252)
demolon-line4: Inconvenient, gochotasunik handienarekin uhala izaten duzu. xyxy=(53,1556,220,1582)
paragraph: Astearlean. 11 orenetan luzeko partida ! Larrea, Ermoni, Lasterade, Respide, Colombet, Doniandarrak. Madré, Andreon, Etcheverry, Hiribarren, Milox bertze aldetik. xyxy=(934,599,1138,662)
urrugna-title: URRUGNA xyxy=(1422,745,1514,766)
paragraph: Heldu den igandean, bezperak ondoan, herriko etchean, gerlari ohiek izanen dute beren bilkhura, hiru hilabethetarik egiten dena. xyxy=(1352,664,1584,716)
legeen-signed: Signé : Heureude. xyxy=(355,1343,454,1356)
paragraph: Article 3. — Il est interdit de transporter sur une motocyclette non spécialement construite à cet effet plus d'un passager en sus du conducteur. xyxy=(247,541,454,605)
market-item: Behi lanekoak, parea xyxy=(936,1814,1046,1827)
hazparne-title: HAZPARNE xyxy=(1195,167,1295,188)
legeen-subtitle: NE TRANSPORTEZ PERSONNE SUR VOTRE VELO xyxy=(259,156,441,182)
legeen-title: LEGEEN CHOKOA xyxy=(247,115,454,149)
paragraph: Uste ginduen tambour majorrik ez izanik hemendio haket. Hazparnetik jin zeuku bat paperik gabea. Gure kapitain berriak egin du zerbitzua guk uste baino hobeki. xyxy=(934,1118,1138,1182)
paragraph: Jende alde pullita bazen bilda pieza-koseber horien ikusteko. xyxy=(705,809,921,835)
otabako-body xyxy=(1151,1366,1338,1692)
paragraph: Nagusi girichtinoak, oraino ez du ontuda, eta irakur biru letra hoi : Rerum Novarum, Quadragesimo Anno, eta la lettre de la Sacrée Congrégation du Concile au Cardinal Liénart. xyxy=(468,863,691,927)
paragraph: Handizki ohoratu dugu egun hori, goizean, mahain saindura hurbildu da anhitz jende eta meza nagusia zortzi orenetan eta bezperak aratseko zortzietan, biziki ederrak ginintuen. Bizitaza dezakegu kaperan ere, ofizio choragarriak zituzten. Aratsaldeko laurdenarekin, bazen, gure Jainkoaren hunkigarria. xyxy=(1151,1214,1338,1343)
paragraph: Zindikat girichtinoak legea girichtinoa du bere lege. Ez du herriarik nahi, bainan bakea, bake osoa, zuzentasunean eta amodioan. xyxy=(468,709,691,761)
azkaine-title: AZKAINE xyxy=(996,1224,1076,1245)
market-price: 3.00 xyxy=(1113,1883,1136,1896)
paragraph: Besta berriak juan dira gure herrian bizki ontsa. Gazteek ibili da ordre onian. Jende hainitz. Sakramendu Saindua behar bezala ohoratu dugu. xyxy=(934,1051,1138,1115)
paragraph: Eskolier baten letra : xyxy=(256,1411,371,1424)
candau-ad: Eugène CANDAU, hagin atheratzale, ahoko arthatzale « chirurgien dentiste » ezagutua medela urthetarik ere dituena, zuen zerbitzuko izanen da : astelehen guziez, Donibanen ; ortzeguziez guziez Donaphaleun ; bertze egun guziez Maulen. xyxy=(1355,1526,1581,1605)
